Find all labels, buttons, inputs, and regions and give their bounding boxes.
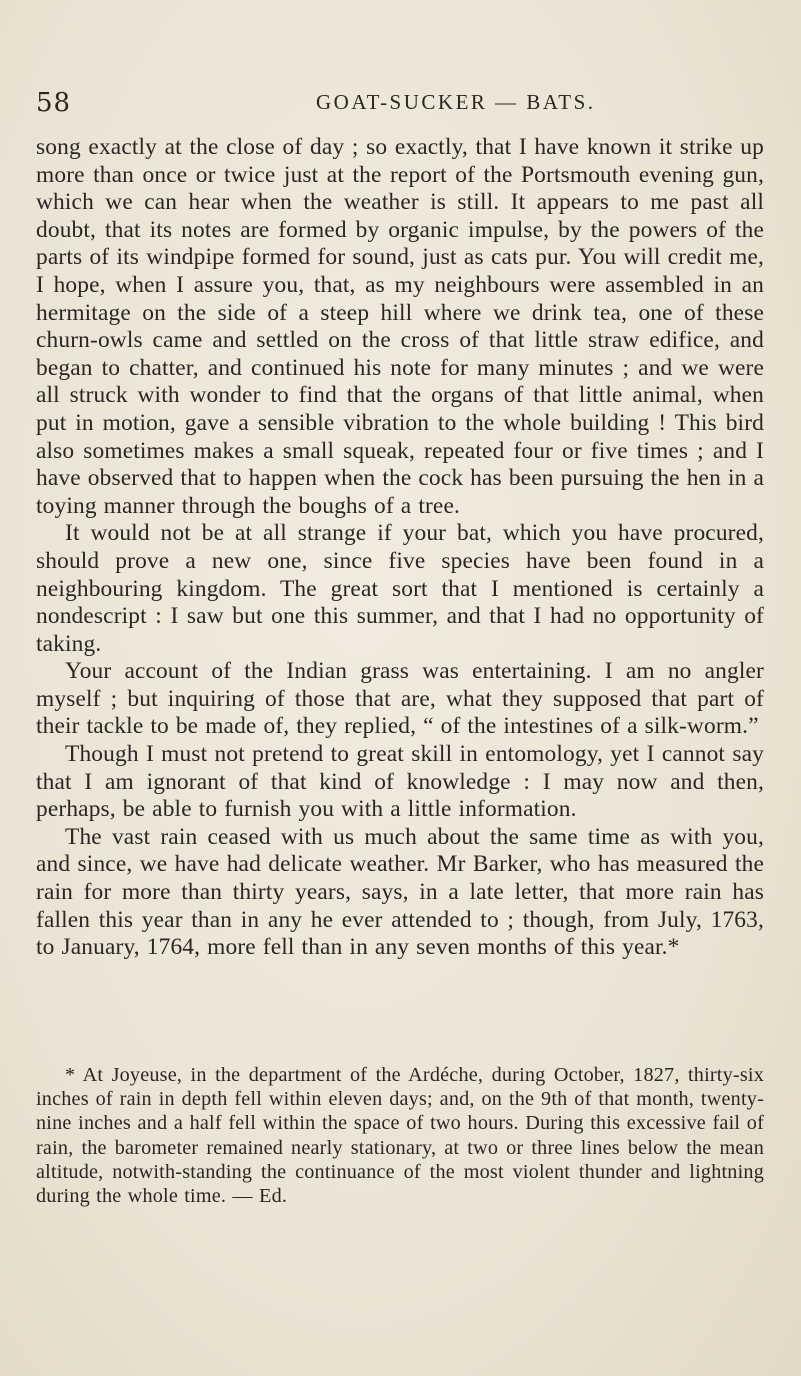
paragraph-churn-owl: song exactly at the close of day ; so exactly, that I have known it strike up more than once or twice just at the report of the Portsmouth evening gun, which we can hear when the weather is still. It appears to me past all doubt, that its notes are formed by organic impulse, by the powers of the parts of its windpipe formed for sound, just as cats pur. You will credit me, I hope, when I assure you, that, as my neighbours were assembled in an hermitage on the side of a steep hill where we drink tea, one of these churn-owls came and settled on the cross of that little straw edifice, and began to chatter, and continued his note for many minutes ; and we were all struck with wonder to find that the organs of that little animal, when put in motion, gave a sensible vibration to the whole building ! This bird also sometimes makes a small squeak, repeated four or five times ; and I have observed that to happen when the cock has been pursuing the hen in a toying manner through the boughs of a tree. (36, 134, 764, 519)
running-head (36, 88, 776, 122)
paragraph-bat: It would not be at all strange if your bat, which you have procured, should prove a new one, since five species have been found in a neighbouring kingdom. The great sort that I mentioned is certainly a nondescript : I saw but one this summer, and that I had no opportunity of taking. (36, 520, 764, 657)
page-number: 58 (36, 88, 72, 118)
body-text (36, 134, 764, 962)
footnote-text: * At Joyeuse, in the department of the Ardéche, during October, 1827, thirty-six inches of rain in depth fell within eleven days; and, on the 9th of that month, twenty-nine inches and a half fell within the space of two hours. During this excessive fail of rain, the barometer remained nearly stationary, at two or three lines below the mean altitude, notwith-standing the continuance of the most violent thunder and lightning during the whole time. — Ed. (36, 1064, 764, 1208)
paragraph-indian-grass: Your account of the Indian grass was entertaining. I am no angler myself ; but inquiring of those that are, what they supposed that part of their tackle to be made of, they replied, “ of the intestines of a silk-worm.” (36, 658, 764, 740)
running-title: GOAT-SUCKER — BATS. (316, 90, 596, 114)
paragraph-entomology: Though I must not pretend to great skill in entomology, yet I cannot say that I am ignorant of that kind of knowledge : I may now and then, perhaps, be able to furnish you with a little information. (36, 741, 764, 823)
paragraph-rain: The vast rain ceased with us much about the same time as with you, and since, we have had delicate weather. Mr Barker, who has measured the rain for more than thirty years, says, in a late letter, that more rain has fallen this year than in any he ever attended to ; though, from July, 1763, to January, 1764, more fell than in any seven months of this year.* (36, 823, 764, 961)
footnote (36, 1063, 764, 1208)
